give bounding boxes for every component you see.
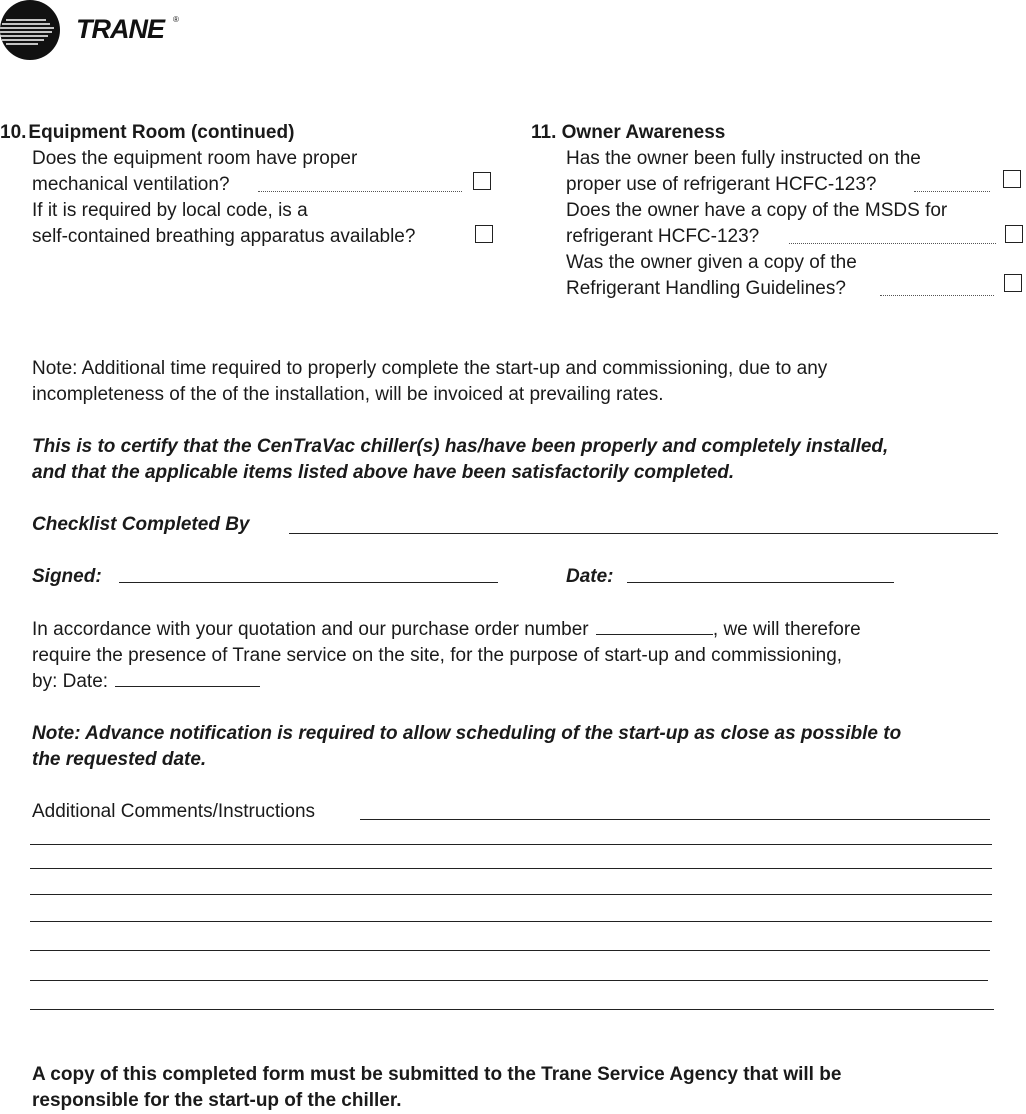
- sec10-q2-line2: self-contained breathing apparatus available?: [32, 226, 416, 247]
- comments-label: Additional Comments/Instructions: [32, 801, 316, 822]
- comments-line[interactable]: [30, 894, 992, 895]
- handling-guidelines-checkbox[interactable]: [1004, 274, 1022, 292]
- sec11-q2-line2: refrigerant HCFC-123?: [566, 226, 760, 247]
- accordance-line2: require the presence of Trane service on the site, for the purpose of start-up and commissioning,: [32, 645, 843, 666]
- note-line2: incompleteness of the of the installation, will be invoiced at prevailing rates.: [32, 384, 664, 405]
- trane-logo: [0, 0, 200, 70]
- sec11-q3-line2: Refrigerant Handling Guidelines?: [566, 278, 846, 299]
- leader-dots: [789, 243, 996, 244]
- completed-by-label: Checklist Completed By: [32, 514, 250, 535]
- comments-line[interactable]: [30, 844, 992, 845]
- signed-label: Signed:: [32, 566, 102, 587]
- advance-note-line2: the requested date.: [32, 749, 207, 770]
- service-date-field[interactable]: [115, 686, 260, 687]
- certify-line1: This is to certify that the CenTraVac chiller(s) has/have been properly and completely installed,: [32, 436, 889, 457]
- note-line1: Note: Additional time required to properly complete the start-up and commissioning, due to any: [32, 358, 828, 379]
- completed-by-field[interactable]: [289, 533, 998, 534]
- date-label: Date:: [566, 566, 614, 587]
- sec11-q1-line1: Has the owner been fully instructed on the: [566, 148, 921, 169]
- comments-line[interactable]: [30, 980, 988, 981]
- sec11-q1-line2: proper use of refrigerant HCFC-123?: [566, 174, 877, 195]
- msds-checkbox[interactable]: [1005, 225, 1023, 243]
- sec11-q2-line1: Does the owner have a copy of the MSDS for: [566, 200, 948, 221]
- trane-globe-icon: [0, 0, 200, 64]
- sec10-q2-line1: If it is required by local code, is a: [32, 200, 308, 221]
- comments-line[interactable]: [30, 950, 990, 951]
- leader-dots: [880, 295, 994, 296]
- breathing-apparatus-checkbox[interactable]: [475, 225, 493, 243]
- ventilation-checkbox[interactable]: [473, 172, 491, 190]
- sec10-q1-line2: mechanical ventilation?: [32, 174, 230, 195]
- leader-dots: [914, 191, 990, 192]
- date-field[interactable]: [627, 582, 894, 583]
- accordance-line3: by: Date:: [32, 669, 260, 695]
- footer-line1: A copy of this completed form must be submitted to the Trane Service Agency that will be: [32, 1064, 842, 1085]
- comments-line[interactable]: [30, 868, 992, 869]
- section-10-heading: 10. Equipment Room (continued): [0, 122, 295, 143]
- comments-line[interactable]: [30, 1009, 994, 1010]
- po-number-field[interactable]: [596, 634, 713, 635]
- advance-note-line1: Note: Advance notification is required to allow scheduling of the start-up as close as possible to: [32, 723, 902, 744]
- comments-line[interactable]: [30, 921, 992, 922]
- signature-field[interactable]: [119, 582, 498, 583]
- sec11-q3-line1: Was the owner given a copy of the: [566, 252, 857, 273]
- accordance-line1: In accordance with your quotation and our purchase order number , we will therefore: [32, 619, 861, 640]
- section-11-heading: 11. Owner Awareness: [531, 122, 726, 143]
- comments-field[interactable]: [360, 819, 990, 820]
- logo-wordmark: TRANE: [76, 14, 164, 44]
- sec10-q1-line1: Does the equipment room have proper: [32, 148, 358, 169]
- footer-line2: responsible for the start-up of the chiller.: [32, 1090, 402, 1111]
- leader-dots: [258, 191, 462, 192]
- certify-line2: and that the applicable items listed above have been satisfactorily completed.: [32, 462, 735, 483]
- svg-text:®: ®: [173, 15, 179, 24]
- hcfc-instruction-checkbox[interactable]: [1003, 170, 1021, 188]
